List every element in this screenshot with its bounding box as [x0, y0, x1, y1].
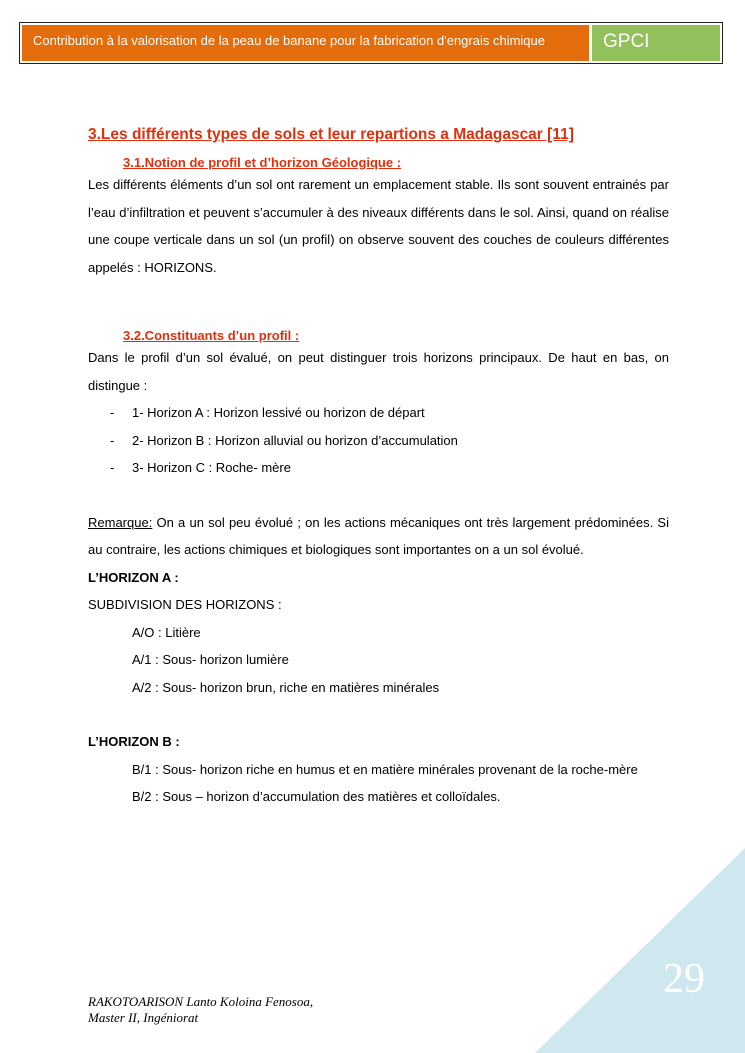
- header-code: GPCI: [592, 25, 720, 61]
- horizon-a-line: A/O : Litière: [132, 624, 201, 640]
- list-dash: -: [110, 460, 115, 475]
- horizon-a-line: A/1 : Sous- horizon lumière: [132, 652, 289, 667]
- horizon-b-line: B/1 : Sous- horizon riche en humus et en matière minérales provenant de la roche-mère: [132, 761, 638, 777]
- footer-author: RAKOTOARISON Lanto Koloina Fenosoa,: [88, 994, 314, 1009]
- page-number: 29: [663, 956, 705, 1002]
- subsection-heading-2: 3.2.Constituants d’un profil :: [123, 328, 300, 343]
- paragraph-profile-intro: Dans le profil d’un sol évalué, on peut distinguer trois horizons principaux. De haut en bas, on distingue :: [88, 350, 669, 393]
- list-dash: -: [110, 432, 115, 448]
- paragraph-profile-notion: Les différents éléments d’un sol ont rarement un emplacement stable. Ils sont souvent entrainés par l’eau d’infiltration et peuvent s’accumuler à des niveaux différents dans le sol. Ainsi, quand on réalise une coupe verticale dans un sol (un profil) on observe souvent des couches de couleurs différentes appelés : HORIZONS.: [88, 177, 669, 275]
- list-dash: -: [110, 405, 115, 420]
- remark-label: Remarque:: [88, 514, 153, 530]
- horizon-b-heading: L’HORIZON B :: [88, 734, 180, 749]
- page-footer: [88, 994, 313, 1026]
- list-item-text: 3- Horizon C : Roche- mère: [132, 460, 291, 475]
- horizon-subdivision-heading: SUBDIVISION DES HORIZONS :: [88, 597, 282, 612]
- corner-triangle: [535, 848, 745, 1053]
- subsection-heading-1: 3.1.Notion de profil et d’horizon Géologique :: [123, 155, 402, 170]
- list-item-text: 1- Horizon A : Horizon lessivé ou horizon de départ: [132, 405, 425, 420]
- list-item-text: 2- Horizon B : Horizon alluvial ou horizon d’accumulation: [132, 432, 458, 448]
- horizon-a-line: A/2 : Sous- horizon brun, riche en matières minérales: [132, 679, 440, 695]
- footer-degree: Master II, Ingéniorat: [88, 1010, 199, 1025]
- horizon-b-line: B/2 : Sous – horizon d’accumulation des matières et colloïdales.: [132, 789, 501, 804]
- horizon-a-heading: L’HORIZON A :: [88, 569, 179, 585]
- header-title: Contribution à la valorisation de la peau de banane pour la fabrication d'engrais chimique: [22, 25, 589, 61]
- section-heading: 3.Les différents types de sols et leur repartions a Madagascar [11]: [88, 126, 574, 143]
- remark-text: On a un sol peu évolué ; on les actions mécaniques ont très largement prédominées. Si au contraire, les actions chimiques et biologiques sont importantes on a un sol évolué.: [88, 514, 669, 557]
